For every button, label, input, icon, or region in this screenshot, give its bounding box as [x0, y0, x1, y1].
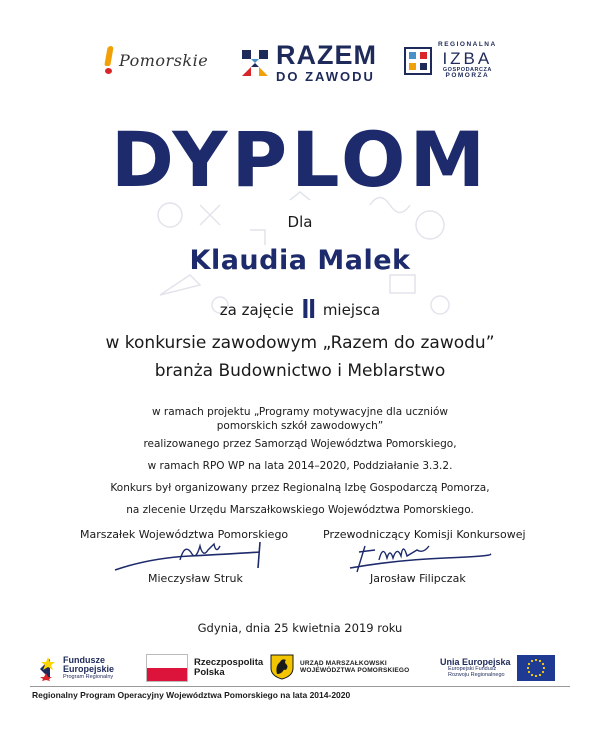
fundusze-europejskie-logo — [38, 655, 114, 681]
ue-logo-line1: Unia Europejska — [440, 656, 511, 667]
um-logo-line1: URZĄD MARSZAŁKOWSKI — [300, 659, 387, 667]
fe-logo-line2: Europejskie — [63, 664, 115, 675]
izba-logo-line1: REGIONALNA — [438, 41, 497, 48]
project-line: w ramach projektu „Programy motywacyjne dla uczniów pomorskich szkół zawodowych” — [151, 406, 448, 432]
recipient-name: Klaudia Malek — [189, 245, 411, 276]
ue-logo-line2: Europejski Fundusz — [448, 665, 497, 672]
right-signature-icon — [345, 538, 495, 576]
place-suffix: miejsca — [322, 301, 381, 319]
right-signatory-title: Przewodniczący Komisji Konkursowej — [323, 528, 526, 541]
diploma-title: DYPLOM — [110, 115, 490, 204]
izba-logo-line3: GOSPODARCZA — [442, 66, 492, 73]
right-signatory-name: Jarosław Filipczak — [370, 572, 466, 585]
exclamation-mark-icon — [103, 46, 115, 74]
urzad-marszalkowski-logo — [270, 654, 409, 680]
rp-logo-line1: Rzeczpospolita — [194, 657, 264, 669]
izba-gospodarcza-logo — [404, 42, 497, 80]
contest-line: w konkursie zawodowym „Razem do zawodu” — [105, 333, 495, 353]
griffin-coat-of-arms-icon — [270, 654, 294, 680]
place-number: II — [301, 293, 316, 324]
organized-line: Konkurs był organizowany przez Regionalną Izbę Gospodarczą Pomorza, — [110, 482, 490, 494]
izba-logo-line4: POMORZA — [445, 72, 490, 79]
razem-emblem-icon — [240, 48, 270, 78]
left-signature-icon — [110, 538, 270, 576]
fe-logo-line3: Program Regionalny — [63, 673, 114, 680]
pomorskie-logo-text: Pomorskie — [119, 50, 209, 70]
rpo-line: w ramach RPO WP na lata 2014–2020, Poddziałanie 3.3.2. — [147, 460, 453, 472]
stars-emblem-icon — [38, 655, 58, 681]
place-line — [0, 293, 600, 325]
ue-logo-line3: Rozwoju Regionalnego — [448, 671, 505, 678]
rzeczpospolita-polska-logo — [146, 654, 263, 682]
commission-line: na zlecenie Urzędu Marszałkowskiego Województwa Pomorskiego. — [126, 504, 474, 516]
razem-do-zawodu-logo — [240, 42, 377, 83]
branch-line: branża Budownictwo i Meblarstwo — [154, 361, 446, 381]
footer-program-text: Regionalny Program Operacyjny Województwa Pomorskiego na lata 2014-2020 — [32, 690, 351, 700]
poland-flag-icon — [146, 654, 188, 682]
for-label: Dla — [287, 213, 313, 231]
fe-logo-line1: Fundusze — [63, 654, 105, 665]
rp-logo-line2: Polska — [194, 667, 225, 678]
eu-flag-icon — [517, 655, 555, 681]
um-logo-line2: WOJEWÓDZTWA POMORSKIEGO — [300, 667, 410, 674]
left-signatory-title: Marszałek Województwa Pomorskiego — [80, 528, 289, 541]
place-and-date: Gdynia, dnia 25 kwietnia 2019 roku — [197, 621, 403, 635]
izba-emblem-icon — [404, 47, 432, 75]
razem-logo-line1: RAZEM — [276, 40, 377, 70]
razem-logo-line2: DO ZAWODU — [276, 69, 375, 84]
izba-logo-line2: IZBA — [442, 48, 493, 68]
left-signatory-name: Mieczysław Struk — [148, 572, 243, 585]
pomorskie-logo — [103, 46, 208, 74]
footer-divider — [30, 686, 570, 687]
realized-line: realizowanego przez Samorząd Województwa Pomorskiego, — [143, 438, 457, 450]
place-prefix: za zajęcie — [219, 301, 294, 319]
unia-europejska-logo — [440, 655, 555, 681]
